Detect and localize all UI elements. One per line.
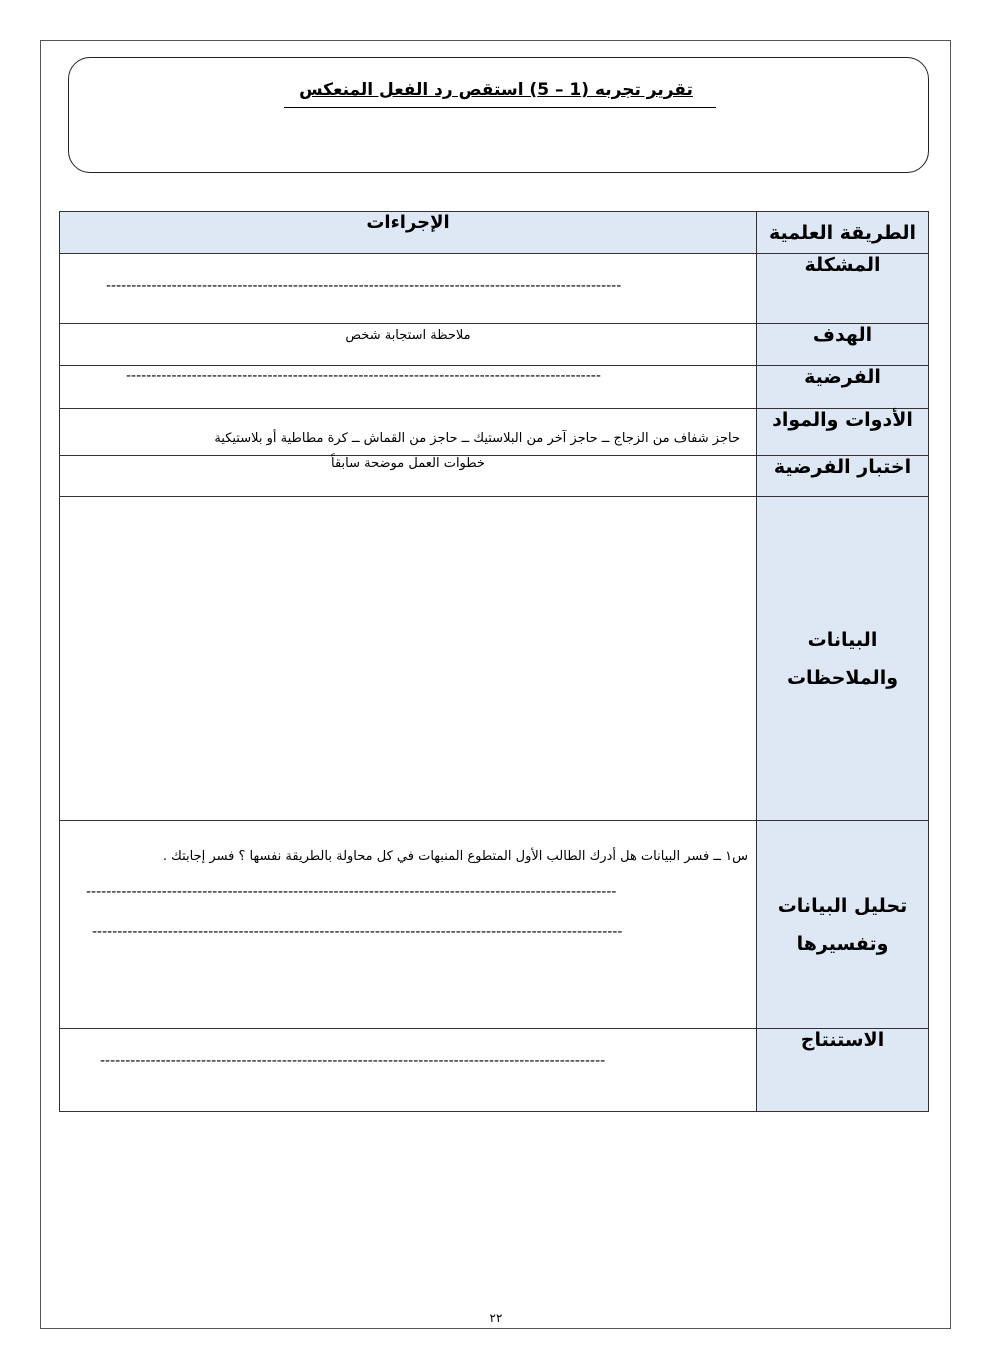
analysis-dashes-2: --------------------------------------------------------------------------------------------------------- [92,924,623,940]
method-header: الطريقة العلمية [757,212,929,254]
test-text: خطوات العمل موضحة سابقاً [331,456,485,471]
problem-row [60,254,929,324]
analysis-cell[interactable] [60,821,757,1029]
tools-label: الأدوات والمواد [757,409,929,456]
analysis-question: س١ ــ فسر البيانات هل أدرك الطالب الأول المتطوع المنبهات في كل محاولة بالطريقة نفسها ؟ فسر إجابتك . [162,849,748,864]
problem-dashes: ------------------------------------------------------------------------------------------------------ [106,278,622,294]
problem-cell[interactable] [60,254,757,324]
hypothesis-cell[interactable] [60,366,757,409]
data-label-line2: والملاحظات [786,666,899,689]
data-label [757,497,929,821]
goal-row [60,324,929,366]
analysis-label [757,821,929,1029]
hypothesis-row [60,366,929,409]
data-cell[interactable] [60,497,757,821]
test-cell [60,456,757,497]
tools-row [60,409,929,456]
test-label: اختبار الفرضية [757,456,929,497]
conclusion-row [60,1029,929,1112]
tools-text: حاجز شفاف من الزجاج ــ حاجز آخر من البلاستيك ــ حاجز من القماش ــ كرة مطاطية أو بلاستيكية [214,431,740,446]
conclusion-cell[interactable] [60,1029,757,1112]
title-underline [284,107,716,108]
conclusion-label: الاستنتاج [757,1029,929,1112]
goal-text: ملاحظة استجابة شخص [345,328,471,343]
data-label-line1: البيانات [807,628,878,651]
goal-cell [60,324,757,366]
test-row [60,456,929,497]
report-title: تقرير تجربه (1 – 5) استقص رد الفعل المنعكس [299,80,693,100]
data-row [60,497,929,821]
title-box [68,57,929,173]
analysis-dashes-1: --------------------------------------------------------------------------------------------------------- [86,884,617,900]
hypothesis-dashes: ---------------------------------------------------------------------------------------------- [126,368,601,384]
procedures-header: الإجراءات [60,212,757,254]
tools-cell [60,409,757,456]
problem-label: المشكلة [757,254,929,324]
table-header-row [60,212,929,254]
hypothesis-label: الفرضية [757,366,929,409]
report-table [59,211,929,1112]
analysis-label-line2: وتفسيرها [796,932,889,955]
goal-label: الهدف [757,324,929,366]
analysis-label-line1: تحليل البيانات [777,894,908,917]
analysis-row [60,821,929,1029]
conclusion-dashes: ---------------------------------------------------------------------------------------------------- [100,1053,606,1069]
page-number: ٢٢ [489,1311,503,1325]
